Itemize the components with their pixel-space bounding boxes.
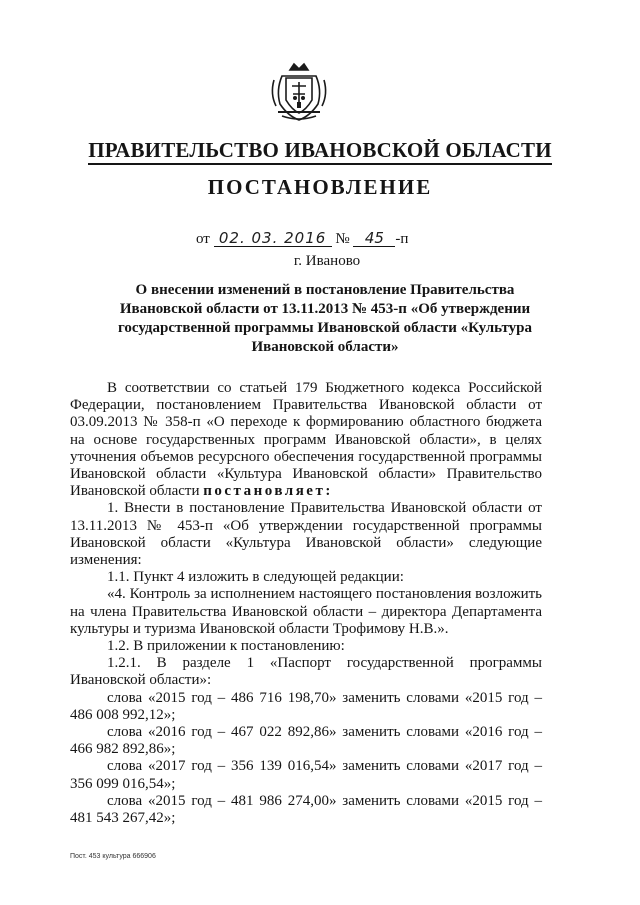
replacement-item: слова «2015 год – 486 716 198,70» заменить словами «2015 год – 486 008 992,12»; (70, 689, 542, 723)
preamble-paragraph (70, 380, 542, 500)
coat-of-arms-emblem (268, 60, 330, 124)
preamble-text: В соответствии со статьей 179 Бюджетного кодекса Российской Федерации, постановлением Правительства Ивановской области от 03.09.2013 № 358-п «О переходе к формированию областного бюджета на основе государственных программ Ивановской области», в целях уточнения объемов ресурсного обеспечения государственной программы Ивановской области «Культура Ивановской области» Правительство Ивановской области (70, 380, 542, 500)
handwritten-date: 02. 03. 2016 (214, 231, 332, 247)
paragraph-1-1: 1.1. Пункт 4 изложить в следующей редакции: (107, 569, 404, 586)
paragraph-1-2: 1.2. В приложении к постановлению: (107, 638, 345, 655)
document-type: ПОСТАНОВЛЕНИЕ (207, 175, 433, 199)
handwritten-number: 45 (353, 231, 395, 247)
date-prefix: от (196, 231, 210, 247)
replacement-item: слова «2016 год – 467 022 892,86» заменить словами «2016 год – 466 982 892,86»; (70, 724, 542, 758)
paragraph-1-2-1: 1.2.1. В разделе 1 «Паспорт государственной программы Ивановской области»: (70, 655, 542, 689)
subject-line: О внесении изменений в постановление Правительства (135, 282, 515, 298)
number-sign: № (335, 231, 350, 247)
footer-reference: Пост. 453 культура 666906 (70, 853, 156, 860)
date-number-line (196, 231, 408, 248)
organization-title: ПРАВИТЕЛЬСТВО ИВАНОВСКОЙ ОБЛАСТИ (0, 138, 640, 163)
document-body (70, 380, 542, 827)
paragraph-1: 1. Внести в постановление Правительства Ивановской области от 13.11.2013 № 453-п «Об утверждении государственной программы Ивановской области «Культура Ивановской области» следующие изменения: (70, 500, 542, 569)
number-suffix: -п (395, 231, 409, 247)
replacement-item: слова «2015 год – 481 986 274,00» заменить словами «2015 год – 481 543 267,42»; (70, 792, 542, 827)
subject-line: Ивановской области от 13.11.2013 № 453-п «Об утверждении (119, 301, 531, 317)
subject-line: Ивановской области» (251, 339, 399, 355)
city: г. Иваново (293, 253, 361, 269)
document-subject (90, 281, 560, 357)
paragraph-1-1-text: «4. Контроль за исполнением настоящего постановления возложить на члена Правительства Ивановской области – директора Департамента культуры и туризма Ивановской области Трофимову Н.В.». (70, 586, 542, 637)
replacement-item: слова «2017 год – 356 139 016,54» заменить словами «2017 год – 356 099 016,54»; (70, 758, 542, 792)
resolves-word: постановляет: (203, 483, 333, 500)
subject-line: государственной программы Ивановской области «Культура (117, 320, 533, 336)
